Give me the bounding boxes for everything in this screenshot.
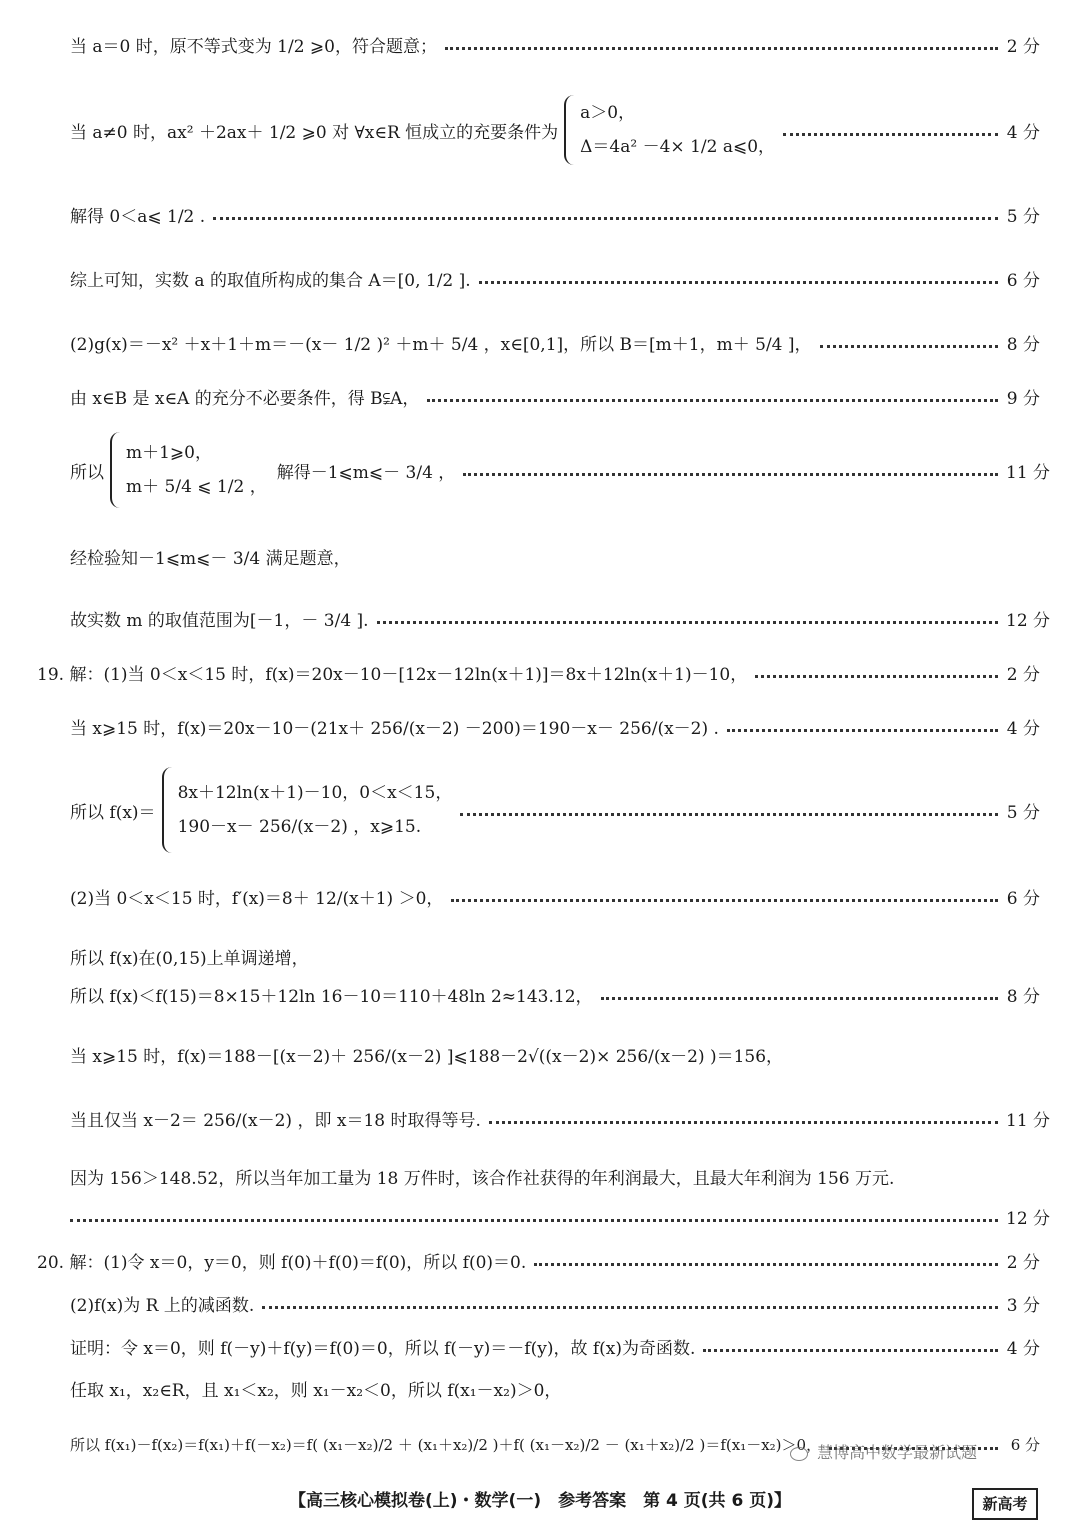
line-text: (2)f(x)为 R 上的减函数. bbox=[70, 1295, 255, 1316]
line-text: 经检验知－1⩽m⩽－ 3/4 满足题意， bbox=[70, 548, 351, 569]
score: 5 分 bbox=[1006, 206, 1040, 227]
leader-dots bbox=[783, 133, 998, 136]
score: 6 分 bbox=[1006, 888, 1040, 909]
solution-line bbox=[70, 92, 1040, 168]
wechat-icon bbox=[790, 1447, 808, 1461]
line-suffix: 解得－1⩽m⩽－ 3/4 ， bbox=[276, 462, 456, 483]
case-item: a＞0， bbox=[580, 103, 636, 123]
line-text: 所以 f(x)在(0,15)上单调递增， bbox=[70, 948, 309, 969]
score: 12 分 bbox=[1006, 1208, 1051, 1229]
line-text: 任取 x₁，x₂∈R，且 x₁＜x₂，则 x₁－x₂＜0，所以 f(x₁－x₂)＞0， bbox=[70, 1380, 562, 1401]
line-prefix: 所以 bbox=[70, 462, 104, 483]
solution-line bbox=[70, 536, 1040, 576]
solution-line bbox=[70, 1326, 1040, 1366]
solution-line bbox=[37, 652, 1040, 692]
score: 3 分 bbox=[1006, 1295, 1040, 1316]
leader-dots bbox=[820, 345, 998, 348]
leader-dots bbox=[460, 813, 998, 816]
score: 4 分 bbox=[1006, 1338, 1040, 1359]
leader-dots bbox=[213, 217, 998, 220]
line-text: 当 x⩾15 时，f(x)＝188－[(x－2)＋ 256/(x－2) ]⩽188－2√((x－2)× 256/(x－2) )＝156， bbox=[70, 1046, 784, 1067]
score: 2 分 bbox=[1006, 36, 1040, 57]
leader-dots bbox=[489, 1121, 998, 1124]
score: 4 分 bbox=[1006, 122, 1040, 143]
line-text: 综上可知，实数 a 的取值所构成的集合 A＝[0, 1/2 ]. bbox=[70, 270, 471, 291]
leader-dots bbox=[601, 997, 998, 1000]
score: 4 分 bbox=[1006, 718, 1040, 739]
score: 6 分 bbox=[1010, 1435, 1040, 1454]
line-text: 当且仅当 x－2＝ 256/(x－2) ，即 x＝18 时取得等号. bbox=[70, 1110, 481, 1131]
line-text: 证明：令 x＝0，则 f(－y)＋f(y)＝f(0)＝0，所以 f(－y)＝－f(y)，故 f(x)为奇函数. bbox=[70, 1338, 696, 1359]
solution-line bbox=[70, 974, 1040, 1014]
leader-dots bbox=[377, 621, 998, 624]
leader-dots bbox=[262, 1306, 998, 1309]
line-text: 19. 解：(1)当 0＜x＜15 时，f(x)＝20x－10－[12x－12ln(x＋1)]＝8x＋12ln(x＋1)－10， bbox=[37, 664, 748, 685]
score: 2 分 bbox=[1006, 664, 1040, 685]
leader-dots bbox=[70, 1219, 998, 1222]
line-text: 故实数 m 的取值范围为[－1，－ 3/4 ]. bbox=[70, 610, 369, 631]
solution-line bbox=[70, 936, 1040, 976]
line-prefix: 所以 f(x)＝ bbox=[70, 802, 156, 823]
case-item: m＋ 5/4 ⩽ 1/2 ， bbox=[126, 477, 267, 497]
leader-dots bbox=[427, 399, 998, 402]
score: 2 分 bbox=[1006, 1252, 1040, 1273]
score: 8 分 bbox=[1006, 334, 1040, 355]
leader-dots bbox=[451, 899, 998, 902]
solution-line bbox=[70, 194, 1040, 234]
leader-dots bbox=[463, 473, 998, 476]
page-footer: 【高三核心模拟卷(上)・数学(一) 参考答案 第 4 页(共 6 页)】 bbox=[289, 1491, 791, 1511]
brace-icon bbox=[110, 432, 122, 508]
leader-dots bbox=[479, 281, 998, 284]
case-list bbox=[178, 776, 453, 844]
score: 6 分 bbox=[1006, 270, 1040, 291]
exam-type-badge: 新高考 bbox=[972, 1488, 1038, 1520]
leader-dots bbox=[703, 1349, 998, 1352]
score: 8 分 bbox=[1006, 986, 1040, 1007]
solution-line bbox=[37, 1240, 1040, 1280]
brace-icon bbox=[162, 767, 174, 853]
case-item: 8x＋12ln(x＋1)－10，0＜x＜15， bbox=[177, 783, 453, 803]
solution-line bbox=[70, 376, 1040, 416]
solution-line bbox=[70, 764, 1040, 856]
solution-line bbox=[70, 876, 1040, 916]
case-item: 190－x－ 256/(x－2) ，x⩾15. bbox=[177, 817, 422, 837]
case-item: m＋1⩾0， bbox=[126, 443, 212, 463]
solution-line bbox=[70, 1098, 1051, 1138]
solution-line bbox=[70, 1196, 1051, 1236]
watermark-text: 慧博高中数学最新试题 bbox=[817, 1443, 978, 1462]
brace-icon bbox=[564, 95, 576, 165]
solution-line bbox=[70, 258, 1040, 298]
case-list bbox=[126, 436, 267, 504]
leader-dots bbox=[534, 1263, 998, 1266]
line-text: 解得 0＜a⩽ 1/2 . bbox=[70, 206, 206, 227]
watermark bbox=[790, 1440, 977, 1463]
line-text: 由 x∈B 是 x∈A 的充分不必要条件，得 B⫋A， bbox=[70, 388, 420, 409]
solution-line bbox=[70, 706, 1040, 746]
line-text: 因为 156＞148.52，所以当年加工量为 18 万件时，该合作社获得的年利润最大，且最大年利润为 156 万元. bbox=[70, 1168, 895, 1189]
leader-dots bbox=[445, 47, 998, 50]
line-text: 所以 f(x)＜f(15)＝8×15＋12ln 16－10＝110＋48ln 2≈143.12， bbox=[70, 986, 593, 1007]
line-text: 当 a＝0 时，原不等式变为 1/2 ⩾0，符合题意； bbox=[70, 36, 437, 57]
solution-line bbox=[70, 598, 1051, 638]
solution-line bbox=[70, 428, 1051, 512]
line-text: (2)g(x)＝－x² ＋x＋1＋m＝－(x－ 1/2 )² ＋m＋ 5/4 ，x∈[0,1]，所以 B＝[m＋1，m＋ 5/4 ]， bbox=[70, 334, 812, 355]
line-text: 当 x⩾15 时，f(x)＝20x－10－(21x＋ 256/(x－2) －200)＝190－x－ 256/(x－2) . bbox=[70, 718, 719, 739]
case-item: Δ＝4a² －4× 1/2 a⩽0， bbox=[580, 137, 776, 157]
line-text: (2)当 0＜x＜15 时，f′(x)＝8＋ 12/(x＋1) ＞0， bbox=[70, 888, 444, 909]
case-list bbox=[580, 96, 775, 164]
score: 11 分 bbox=[1006, 462, 1051, 483]
solution-line bbox=[70, 1156, 1040, 1196]
leader-dots bbox=[727, 729, 998, 732]
solution-line bbox=[70, 322, 1040, 362]
score: 5 分 bbox=[1006, 802, 1040, 823]
leader-dots bbox=[755, 675, 998, 678]
solution-line bbox=[70, 24, 1040, 64]
score: 12 分 bbox=[1006, 610, 1051, 631]
solution-line bbox=[70, 1368, 1040, 1408]
line-text: 所以 f(x₁)－f(x₂)＝f(x₁)＋f(－x₂)＝f( (x₁－x₂)/2 ＋ (x₁＋x₂)/2 )＋f( (x₁－x₂)/2 － (x₁＋x₂)/2 )＝f(x₁－x₂)＞0， bbox=[70, 1435, 822, 1454]
solution-line bbox=[70, 1283, 1040, 1323]
line-text: 当 a≠0 时，ax² ＋2ax＋ 1/2 ⩾0 对 ∀x∈R 恒成立的充要条件为 bbox=[70, 122, 559, 143]
score: 9 分 bbox=[1006, 388, 1040, 409]
solution-line bbox=[70, 1034, 1040, 1074]
score: 11 分 bbox=[1006, 1110, 1051, 1131]
line-text: 20. 解：(1)令 x＝0，y＝0，则 f(0)＋f(0)＝f(0)，所以 f(0)＝0. bbox=[37, 1252, 527, 1273]
